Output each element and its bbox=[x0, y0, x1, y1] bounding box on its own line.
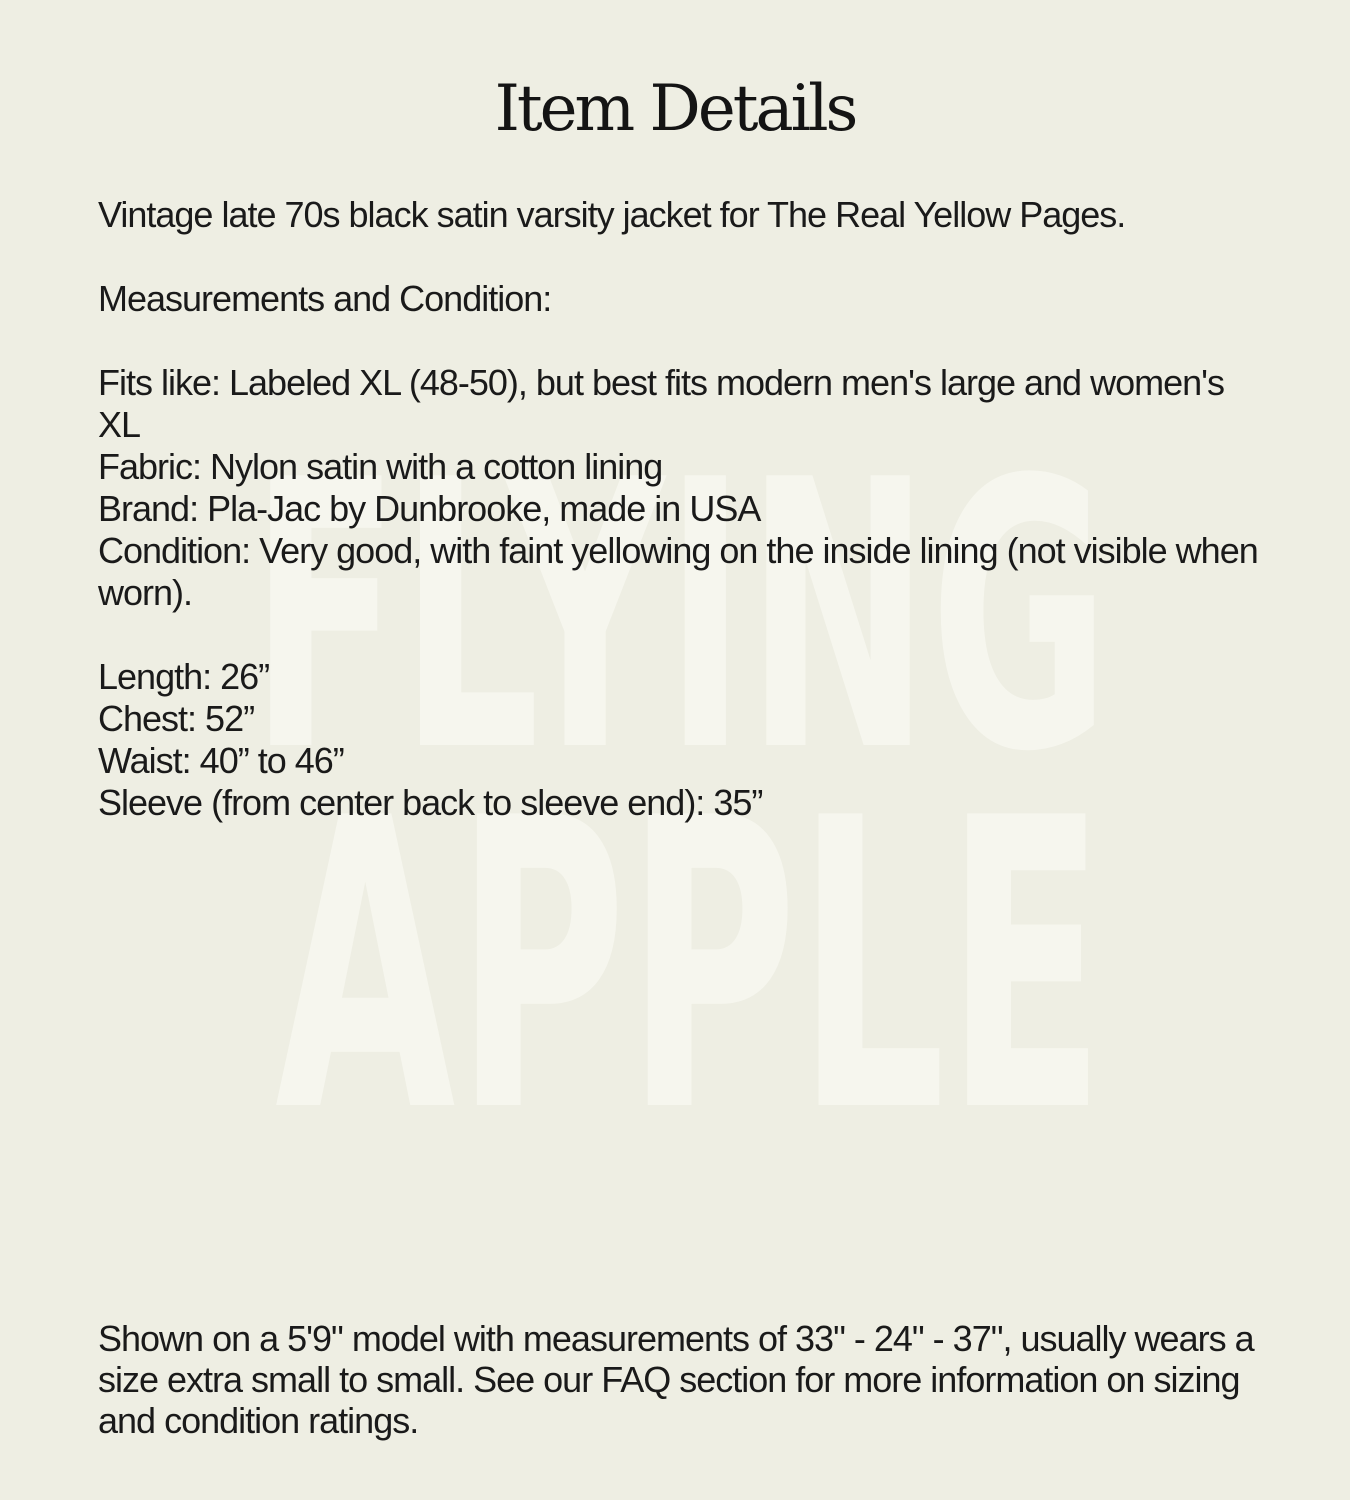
watermark-line-1: FLYING bbox=[250, 403, 1110, 833]
model-sizing-note: Shown on a 5'9" model with measurements of 33" - 24" - 37", usually wears a size extra small to small. See our FAQ section for more information on sizing and condition ratings. bbox=[98, 1318, 1254, 1441]
page-title: Item Details bbox=[494, 72, 856, 146]
spacer bbox=[98, 614, 1268, 656]
detail-condition: Condition: Very good, with faint yellowing on the inside lining (not visible when worn). bbox=[98, 530, 1258, 613]
detail-brand: Brand: Pla-Jac by Dunbrooke, made in USA bbox=[98, 488, 761, 529]
measurement-chest: Chest: 52” bbox=[98, 698, 255, 739]
measurements-heading: Measurements and Condition: bbox=[98, 278, 552, 319]
spacer bbox=[98, 236, 1268, 278]
item-description: Vintage late 70s black satin varsity jacket for The Real Yellow Pages. bbox=[98, 194, 1126, 235]
watermark-line-2: APPLE bbox=[275, 735, 1105, 1200]
spacer bbox=[98, 320, 1268, 362]
item-description-block bbox=[98, 194, 1268, 824]
detail-fabric: Fabric: Nylon satin with a cotton lining bbox=[98, 446, 663, 487]
measurement-length: Length: 26” bbox=[98, 656, 270, 697]
measurement-sleeve: Sleeve (from center back to sleeve end): 35” bbox=[98, 782, 763, 823]
measurement-waist: Waist: 40” to 46” bbox=[98, 740, 344, 781]
detail-fit: Fits like: Labeled XL (48-50), but best fits modern men's large and women's XL bbox=[98, 362, 1225, 445]
